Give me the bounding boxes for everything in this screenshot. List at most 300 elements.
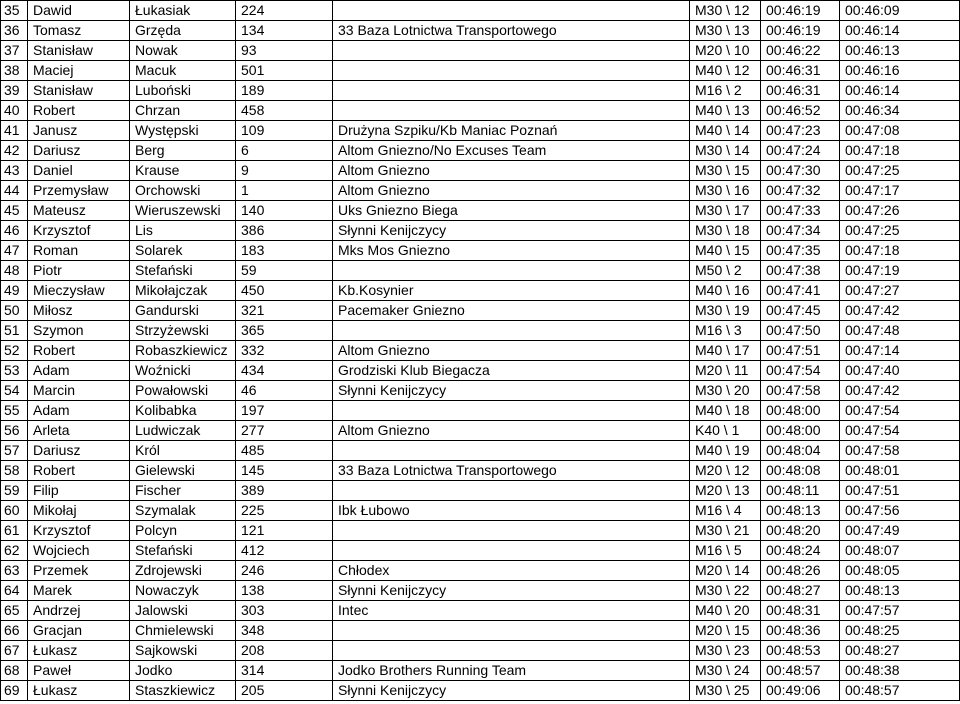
bib-number-cell: 412 <box>236 541 333 561</box>
gun-time-cell: 00:48:24 <box>761 541 840 561</box>
bib-number-cell: 365 <box>236 321 333 341</box>
net-time-cell: 00:46:13 <box>840 41 960 61</box>
bib-number-cell: 134 <box>236 21 333 41</box>
first-name-cell: Łukasz <box>28 641 130 661</box>
place-cell: 42 <box>1 141 28 161</box>
category-cell: M50 \ 2 <box>690 261 761 281</box>
bib-number-cell: 140 <box>236 201 333 221</box>
club-cell: Słynni Kenijczycy <box>333 581 690 601</box>
bib-number-cell: 183 <box>236 241 333 261</box>
first-name-cell: Miłosz <box>28 301 130 321</box>
club-cell: Ibk Łubowo <box>333 501 690 521</box>
gun-time-cell: 00:49:06 <box>761 681 840 701</box>
net-time-cell: 00:47:56 <box>840 501 960 521</box>
last-name-cell: Występski <box>130 121 236 141</box>
gun-time-cell: 00:48:11 <box>761 481 840 501</box>
place-cell: 45 <box>1 201 28 221</box>
category-cell: M20 \ 10 <box>690 41 761 61</box>
club-cell: Altom Gniezno/No Excuses Team <box>333 141 690 161</box>
category-cell: M30 \ 17 <box>690 201 761 221</box>
net-time-cell: 00:47:54 <box>840 421 960 441</box>
place-cell: 65 <box>1 601 28 621</box>
gun-time-cell: 00:47:38 <box>761 261 840 281</box>
gun-time-cell: 00:48:00 <box>761 421 840 441</box>
place-cell: 69 <box>1 681 28 701</box>
last-name-cell: Luboński <box>130 81 236 101</box>
bib-number-cell: 145 <box>236 461 333 481</box>
club-cell: Słynni Kenijczycy <box>333 221 690 241</box>
bib-number-cell: 93 <box>236 41 333 61</box>
gun-time-cell: 00:48:57 <box>761 661 840 681</box>
first-name-cell: Piotr <box>28 261 130 281</box>
bib-number-cell: 458 <box>236 101 333 121</box>
bib-number-cell: 348 <box>236 621 333 641</box>
gun-time-cell: 00:46:52 <box>761 101 840 121</box>
gun-time-cell: 00:48:13 <box>761 501 840 521</box>
last-name-cell: Krause <box>130 161 236 181</box>
category-cell: M30 \ 15 <box>690 161 761 181</box>
net-time-cell: 00:46:14 <box>840 21 960 41</box>
bib-number-cell: 6 <box>236 141 333 161</box>
gun-time-cell: 00:47:32 <box>761 181 840 201</box>
first-name-cell: Robert <box>28 461 130 481</box>
last-name-cell: Nowaczyk <box>130 581 236 601</box>
table-row <box>1 421 960 441</box>
category-cell: M40 \ 16 <box>690 281 761 301</box>
last-name-cell: Nowak <box>130 41 236 61</box>
gun-time-cell: 00:48:08 <box>761 461 840 481</box>
last-name-cell: Jodko <box>130 661 236 681</box>
category-cell: M30 \ 14 <box>690 141 761 161</box>
net-time-cell: 00:47:08 <box>840 121 960 141</box>
place-cell: 66 <box>1 621 28 641</box>
club-cell: Kb.Kosynier <box>333 281 690 301</box>
bib-number-cell: 121 <box>236 521 333 541</box>
bib-number-cell: 314 <box>236 661 333 681</box>
category-cell: K40 \ 1 <box>690 421 761 441</box>
net-time-cell: 00:47:40 <box>840 361 960 381</box>
category-cell: M20 \ 14 <box>690 561 761 581</box>
last-name-cell: Strzyżewski <box>130 321 236 341</box>
club-cell <box>333 321 690 341</box>
table-row <box>1 521 960 541</box>
place-cell: 63 <box>1 561 28 581</box>
gun-time-cell: 00:47:51 <box>761 341 840 361</box>
first-name-cell: Adam <box>28 361 130 381</box>
net-time-cell: 00:48:07 <box>840 541 960 561</box>
first-name-cell: Maciej <box>28 61 130 81</box>
place-cell: 60 <box>1 501 28 521</box>
first-name-cell: Marcin <box>28 381 130 401</box>
bib-number-cell: 189 <box>236 81 333 101</box>
gun-time-cell: 00:47:54 <box>761 361 840 381</box>
first-name-cell: Dawid <box>28 1 130 21</box>
first-name-cell: Filip <box>28 481 130 501</box>
first-name-cell: Adam <box>28 401 130 421</box>
club-cell <box>333 61 690 81</box>
net-time-cell: 00:48:01 <box>840 461 960 481</box>
last-name-cell: Jalowski <box>130 601 236 621</box>
table-row <box>1 201 960 221</box>
first-name-cell: Janusz <box>28 121 130 141</box>
last-name-cell: Fischer <box>130 481 236 501</box>
gun-time-cell: 00:48:00 <box>761 401 840 421</box>
table-row <box>1 121 960 141</box>
table-row <box>1 561 960 581</box>
last-name-cell: Stefański <box>130 261 236 281</box>
table-row <box>1 461 960 481</box>
gun-time-cell: 00:47:23 <box>761 121 840 141</box>
last-name-cell: Powałowski <box>130 381 236 401</box>
place-cell: 53 <box>1 361 28 381</box>
category-cell: M40 \ 13 <box>690 101 761 121</box>
first-name-cell: Krzysztof <box>28 521 130 541</box>
last-name-cell: Gielewski <box>130 461 236 481</box>
gun-time-cell: 00:47:34 <box>761 221 840 241</box>
bib-number-cell: 1 <box>236 181 333 201</box>
place-cell: 54 <box>1 381 28 401</box>
net-time-cell: 00:47:18 <box>840 141 960 161</box>
net-time-cell: 00:48:25 <box>840 621 960 641</box>
club-cell: Chłodex <box>333 561 690 581</box>
gun-time-cell: 00:47:41 <box>761 281 840 301</box>
net-time-cell: 00:46:34 <box>840 101 960 121</box>
place-cell: 39 <box>1 81 28 101</box>
first-name-cell: Dariusz <box>28 441 130 461</box>
table-row <box>1 401 960 421</box>
club-cell <box>333 481 690 501</box>
bib-number-cell: 59 <box>236 261 333 281</box>
category-cell: M40 \ 19 <box>690 441 761 461</box>
first-name-cell: Arleta <box>28 421 130 441</box>
category-cell: M40 \ 18 <box>690 401 761 421</box>
club-cell <box>333 101 690 121</box>
place-cell: 46 <box>1 221 28 241</box>
place-cell: 40 <box>1 101 28 121</box>
first-name-cell: Krzysztof <box>28 221 130 241</box>
place-cell: 52 <box>1 341 28 361</box>
first-name-cell: Mateusz <box>28 201 130 221</box>
club-cell <box>333 541 690 561</box>
bib-number-cell: 485 <box>236 441 333 461</box>
last-name-cell: Szymalak <box>130 501 236 521</box>
place-cell: 62 <box>1 541 28 561</box>
place-cell: 41 <box>1 121 28 141</box>
club-cell <box>333 441 690 461</box>
place-cell: 35 <box>1 1 28 21</box>
net-time-cell: 00:47:51 <box>840 481 960 501</box>
category-cell: M30 \ 21 <box>690 521 761 541</box>
club-cell: Altom Gniezno <box>333 181 690 201</box>
table-row <box>1 541 960 561</box>
club-cell: Pacemaker Gniezno <box>333 301 690 321</box>
category-cell: M16 \ 5 <box>690 541 761 561</box>
first-name-cell: Łukasz <box>28 681 130 701</box>
table-row <box>1 41 960 61</box>
place-cell: 44 <box>1 181 28 201</box>
table-row <box>1 341 960 361</box>
club-cell <box>333 521 690 541</box>
last-name-cell: Ludwiczak <box>130 421 236 441</box>
first-name-cell: Przemysław <box>28 181 130 201</box>
club-cell: Jodko Brothers Running Team <box>333 661 690 681</box>
net-time-cell: 00:48:38 <box>840 661 960 681</box>
table-row <box>1 601 960 621</box>
bib-number-cell: 224 <box>236 1 333 21</box>
table-row <box>1 181 960 201</box>
last-name-cell: Orchowski <box>130 181 236 201</box>
last-name-cell: Staszkiewicz <box>130 681 236 701</box>
club-cell <box>333 41 690 61</box>
last-name-cell: Stefański <box>130 541 236 561</box>
table-row <box>1 581 960 601</box>
gun-time-cell: 00:46:19 <box>761 21 840 41</box>
net-time-cell: 00:47:14 <box>840 341 960 361</box>
bib-number-cell: 109 <box>236 121 333 141</box>
net-time-cell: 00:47:26 <box>840 201 960 221</box>
place-cell: 50 <box>1 301 28 321</box>
category-cell: M30 \ 25 <box>690 681 761 701</box>
place-cell: 43 <box>1 161 28 181</box>
category-cell: M20 \ 12 <box>690 461 761 481</box>
table-row <box>1 161 960 181</box>
table-row <box>1 281 960 301</box>
bib-number-cell: 501 <box>236 61 333 81</box>
category-cell: M20 \ 15 <box>690 621 761 641</box>
net-time-cell: 00:47:58 <box>840 441 960 461</box>
gun-time-cell: 00:46:19 <box>761 1 840 21</box>
gun-time-cell: 00:46:31 <box>761 81 840 101</box>
table-row <box>1 641 960 661</box>
category-cell: M20 \ 13 <box>690 481 761 501</box>
last-name-cell: Łukasiak <box>130 1 236 21</box>
place-cell: 38 <box>1 61 28 81</box>
club-cell: Intec <box>333 601 690 621</box>
first-name-cell: Mieczysław <box>28 281 130 301</box>
table-row <box>1 1 960 21</box>
gun-time-cell: 00:47:35 <box>761 241 840 261</box>
club-cell: Altom Gniezno <box>333 341 690 361</box>
net-time-cell: 00:46:16 <box>840 61 960 81</box>
net-time-cell: 00:48:57 <box>840 681 960 701</box>
gun-time-cell: 00:48:04 <box>761 441 840 461</box>
club-cell: Uks Gniezno Biega <box>333 201 690 221</box>
last-name-cell: Woźnicki <box>130 361 236 381</box>
bib-number-cell: 225 <box>236 501 333 521</box>
last-name-cell: Król <box>130 441 236 461</box>
first-name-cell: Dariusz <box>28 141 130 161</box>
first-name-cell: Mikołaj <box>28 501 130 521</box>
category-cell: M30 \ 13 <box>690 21 761 41</box>
gun-time-cell: 00:48:26 <box>761 561 840 581</box>
table-row <box>1 481 960 501</box>
place-cell: 55 <box>1 401 28 421</box>
last-name-cell: Chrzan <box>130 101 236 121</box>
table-row <box>1 321 960 341</box>
club-cell <box>333 1 690 21</box>
first-name-cell: Gracjan <box>28 621 130 641</box>
table-row <box>1 221 960 241</box>
category-cell: M40 \ 17 <box>690 341 761 361</box>
bib-number-cell: 321 <box>236 301 333 321</box>
last-name-cell: Berg <box>130 141 236 161</box>
table-row <box>1 81 960 101</box>
bib-number-cell: 138 <box>236 581 333 601</box>
place-cell: 51 <box>1 321 28 341</box>
last-name-cell: Macuk <box>130 61 236 81</box>
place-cell: 48 <box>1 261 28 281</box>
category-cell: M16 \ 2 <box>690 81 761 101</box>
last-name-cell: Mikołajczak <box>130 281 236 301</box>
club-cell: Słynni Kenijczycy <box>333 681 690 701</box>
bib-number-cell: 197 <box>236 401 333 421</box>
first-name-cell: Tomasz <box>28 21 130 41</box>
gun-time-cell: 00:47:45 <box>761 301 840 321</box>
category-cell: M30 \ 22 <box>690 581 761 601</box>
category-cell: M30 \ 12 <box>690 1 761 21</box>
category-cell: M16 \ 4 <box>690 501 761 521</box>
first-name-cell: Stanisław <box>28 81 130 101</box>
gun-time-cell: 00:47:33 <box>761 201 840 221</box>
category-cell: M30 \ 20 <box>690 381 761 401</box>
place-cell: 61 <box>1 521 28 541</box>
net-time-cell: 00:46:14 <box>840 81 960 101</box>
place-cell: 59 <box>1 481 28 501</box>
place-cell: 47 <box>1 241 28 261</box>
last-name-cell: Gandurski <box>130 301 236 321</box>
category-cell: M20 \ 11 <box>690 361 761 381</box>
net-time-cell: 00:48:13 <box>840 581 960 601</box>
table-row <box>1 141 960 161</box>
table-row <box>1 361 960 381</box>
first-name-cell: Robert <box>28 101 130 121</box>
net-time-cell: 00:47:48 <box>840 321 960 341</box>
table-row <box>1 621 960 641</box>
bib-number-cell: 46 <box>236 381 333 401</box>
club-cell <box>333 81 690 101</box>
last-name-cell: Robaszkiewicz <box>130 341 236 361</box>
club-cell: Drużyna Szpiku/Kb Maniac Poznań <box>333 121 690 141</box>
last-name-cell: Kolibabka <box>130 401 236 421</box>
club-cell: Grodziski Klub Biegacza <box>333 361 690 381</box>
net-time-cell: 00:47:25 <box>840 221 960 241</box>
club-cell <box>333 621 690 641</box>
first-name-cell: Szymon <box>28 321 130 341</box>
results-body <box>1 1 960 701</box>
table-row <box>1 101 960 121</box>
category-cell: M30 \ 16 <box>690 181 761 201</box>
bib-number-cell: 205 <box>236 681 333 701</box>
gun-time-cell: 00:48:36 <box>761 621 840 641</box>
first-name-cell: Przemek <box>28 561 130 581</box>
place-cell: 37 <box>1 41 28 61</box>
table-row <box>1 661 960 681</box>
net-time-cell: 00:47:25 <box>840 161 960 181</box>
table-row <box>1 61 960 81</box>
bib-number-cell: 450 <box>236 281 333 301</box>
category-cell: M30 \ 23 <box>690 641 761 661</box>
bib-number-cell: 208 <box>236 641 333 661</box>
net-time-cell: 00:46:09 <box>840 1 960 21</box>
bib-number-cell: 277 <box>236 421 333 441</box>
first-name-cell: Andrzej <box>28 601 130 621</box>
club-cell: 33 Baza Lotnictwa Transportowego <box>333 21 690 41</box>
last-name-cell: Solarek <box>130 241 236 261</box>
bib-number-cell: 389 <box>236 481 333 501</box>
net-time-cell: 00:47:42 <box>840 381 960 401</box>
net-time-cell: 00:47:27 <box>840 281 960 301</box>
net-time-cell: 00:48:27 <box>840 641 960 661</box>
category-cell: M16 \ 3 <box>690 321 761 341</box>
table-row <box>1 681 960 701</box>
table-row <box>1 21 960 41</box>
table-row <box>1 501 960 521</box>
club-cell: 33 Baza Lotnictwa Transportowego <box>333 461 690 481</box>
net-time-cell: 00:47:49 <box>840 521 960 541</box>
gun-time-cell: 00:48:31 <box>761 601 840 621</box>
club-cell <box>333 261 690 281</box>
table-row <box>1 241 960 261</box>
category-cell: M30 \ 18 <box>690 221 761 241</box>
gun-time-cell: 00:46:22 <box>761 41 840 61</box>
last-name-cell: Zdrojewski <box>130 561 236 581</box>
first-name-cell: Marek <box>28 581 130 601</box>
net-time-cell: 00:47:54 <box>840 401 960 421</box>
place-cell: 49 <box>1 281 28 301</box>
gun-time-cell: 00:48:20 <box>761 521 840 541</box>
place-cell: 57 <box>1 441 28 461</box>
table-row <box>1 381 960 401</box>
net-time-cell: 00:47:18 <box>840 241 960 261</box>
bib-number-cell: 246 <box>236 561 333 581</box>
place-cell: 68 <box>1 661 28 681</box>
gun-time-cell: 00:47:58 <box>761 381 840 401</box>
last-name-cell: Wieruszewski <box>130 201 236 221</box>
place-cell: 36 <box>1 21 28 41</box>
bib-number-cell: 386 <box>236 221 333 241</box>
gun-time-cell: 00:48:53 <box>761 641 840 661</box>
club-cell: Altom Gniezno <box>333 161 690 181</box>
club-cell <box>333 401 690 421</box>
club-cell: Mks Mos Gniezno <box>333 241 690 261</box>
last-name-cell: Grzęda <box>130 21 236 41</box>
net-time-cell: 00:47:42 <box>840 301 960 321</box>
bib-number-cell: 332 <box>236 341 333 361</box>
last-name-cell: Sajkowski <box>130 641 236 661</box>
club-cell <box>333 641 690 661</box>
table-row <box>1 441 960 461</box>
gun-time-cell: 00:48:27 <box>761 581 840 601</box>
gun-time-cell: 00:47:24 <box>761 141 840 161</box>
gun-time-cell: 00:46:31 <box>761 61 840 81</box>
first-name-cell: Daniel <box>28 161 130 181</box>
table-row <box>1 261 960 281</box>
place-cell: 67 <box>1 641 28 661</box>
bib-number-cell: 9 <box>236 161 333 181</box>
last-name-cell: Polcyn <box>130 521 236 541</box>
first-name-cell: Wojciech <box>28 541 130 561</box>
bib-number-cell: 434 <box>236 361 333 381</box>
category-cell: M40 \ 15 <box>690 241 761 261</box>
bib-number-cell: 303 <box>236 601 333 621</box>
table-row <box>1 301 960 321</box>
first-name-cell: Stanisław <box>28 41 130 61</box>
net-time-cell: 00:47:57 <box>840 601 960 621</box>
last-name-cell: Lis <box>130 221 236 241</box>
first-name-cell: Roman <box>28 241 130 261</box>
category-cell: M40 \ 14 <box>690 121 761 141</box>
gun-time-cell: 00:47:50 <box>761 321 840 341</box>
